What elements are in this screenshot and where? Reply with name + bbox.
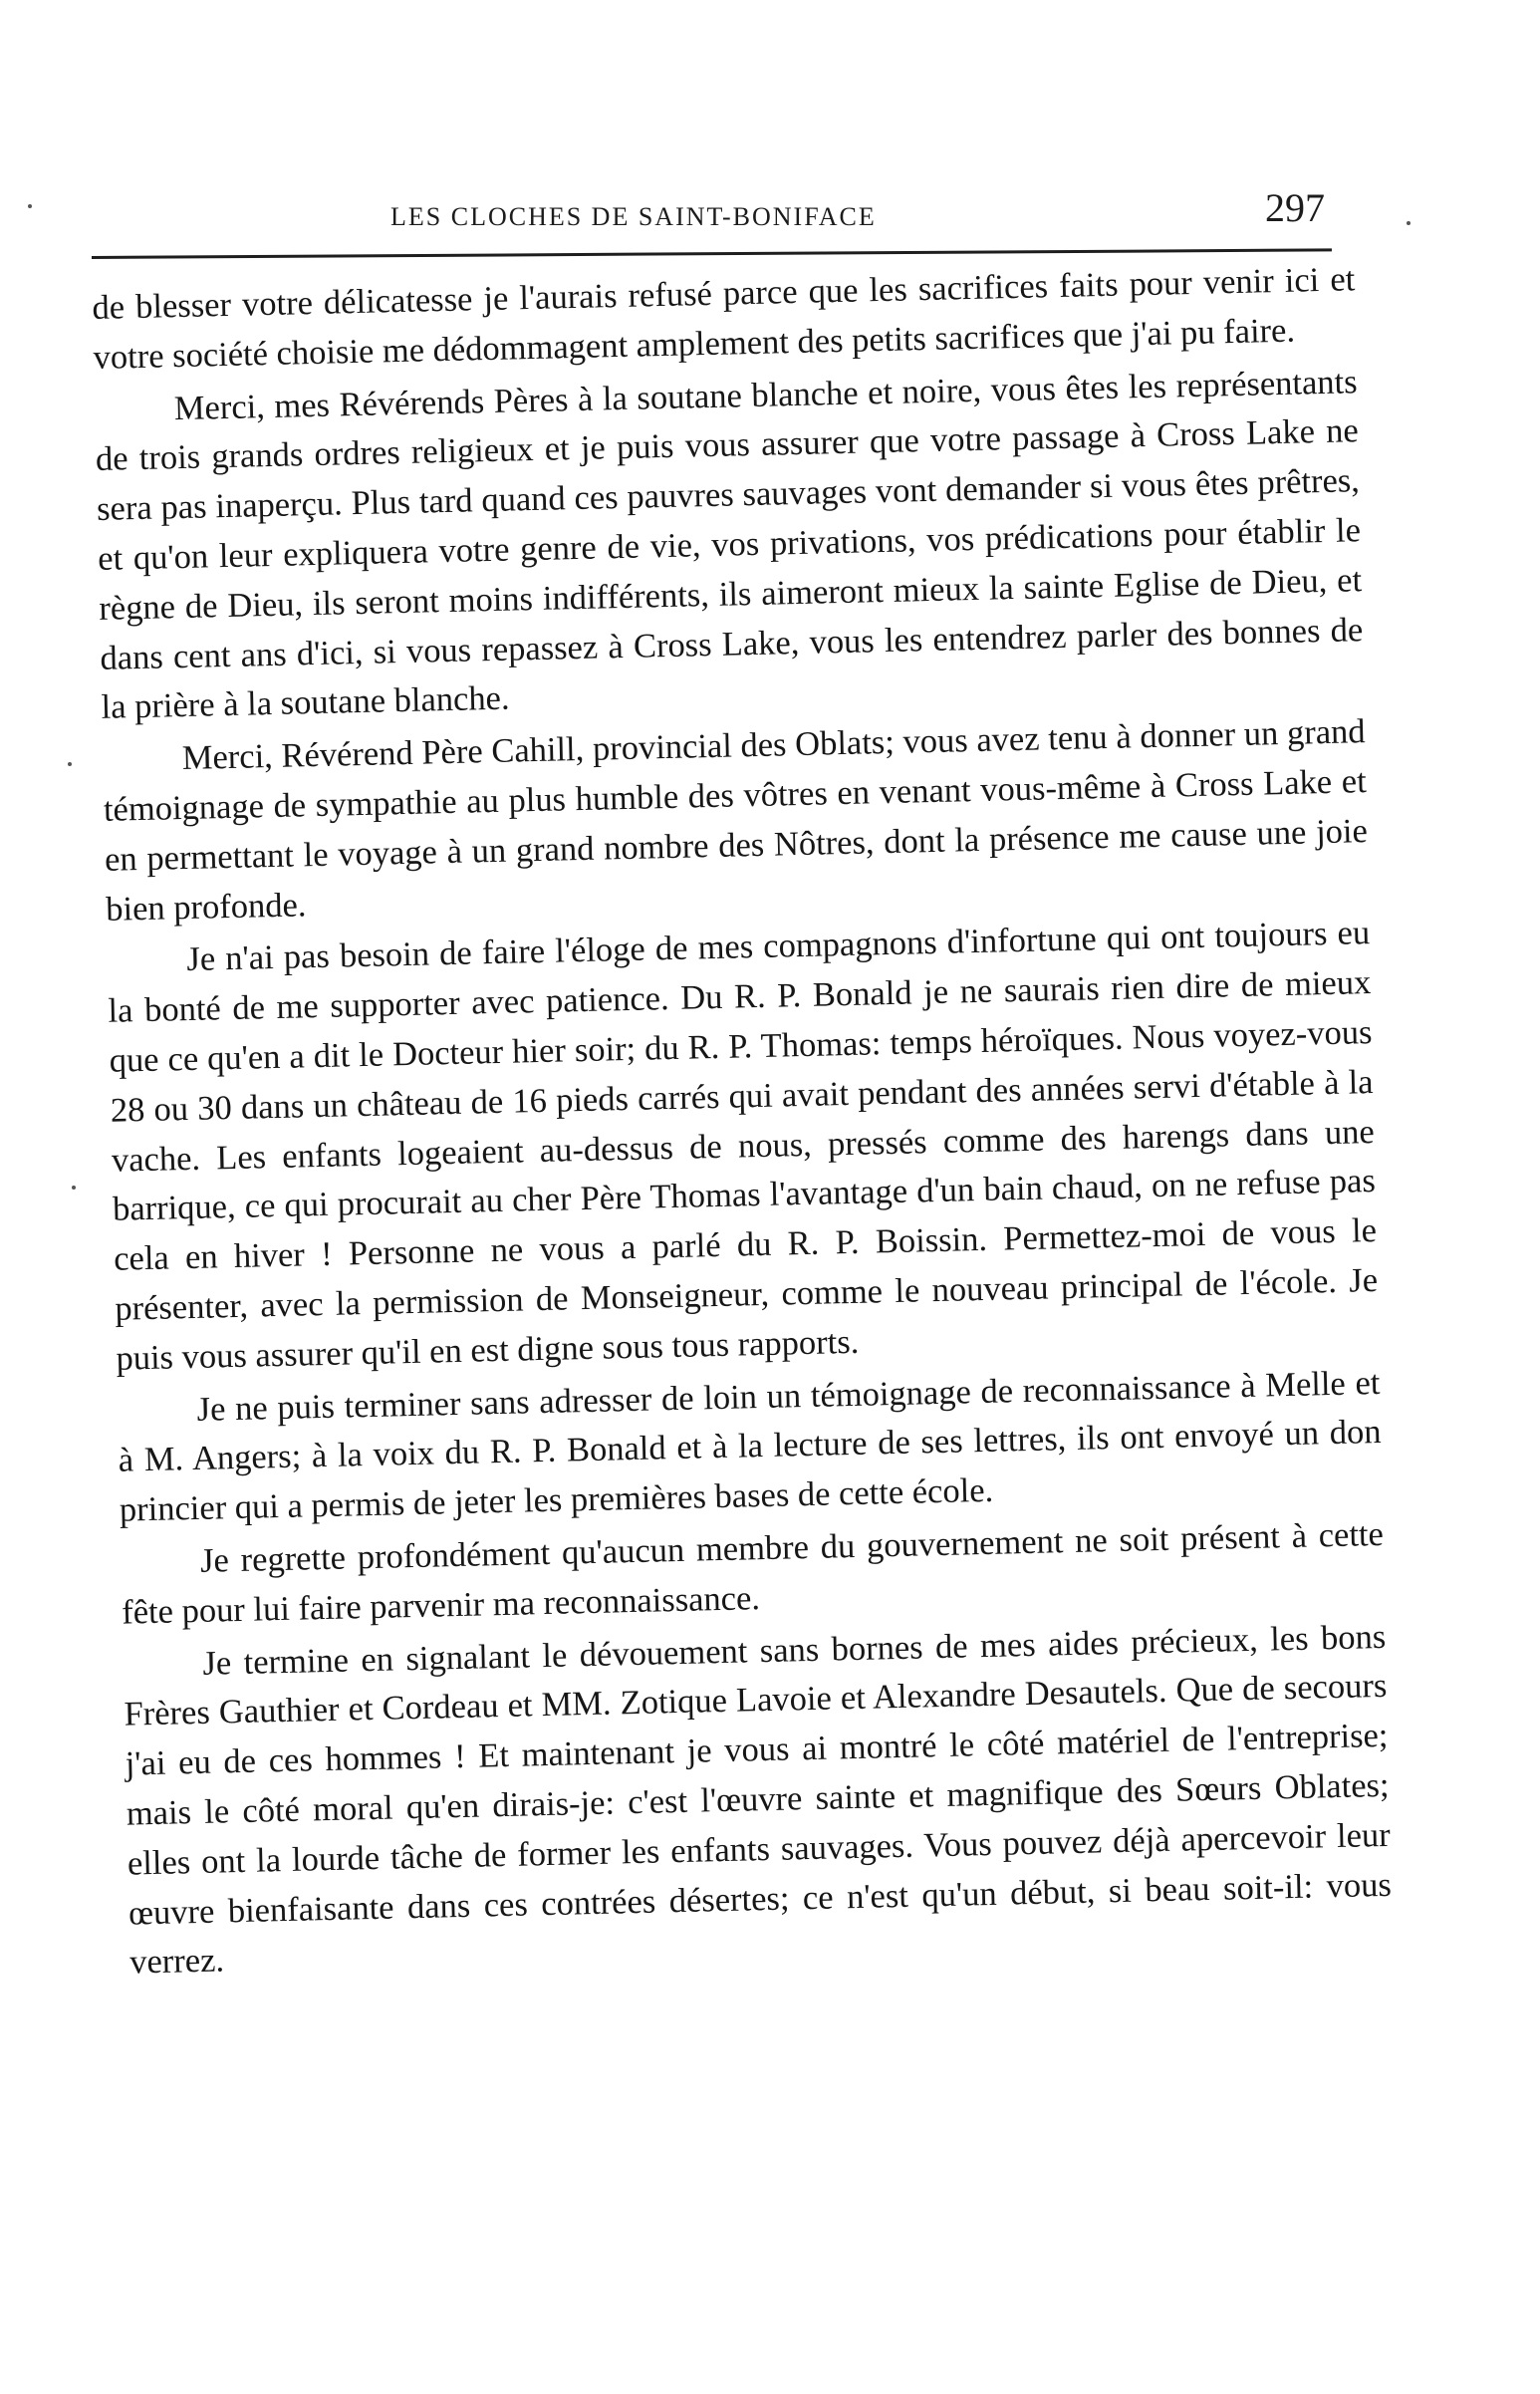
paragraph-aides: Je termine en signalant le dévouement sans bornes de mes aides précieux, les bons Frères Gauthier et Cordeau et MM. Zotique Lavoie et Alexandre Desautels. Que de secours j'ai eu de ces hommes ! Et maintenant je vous ai montré le côté matériel de l'entreprise; mais le côté moral qu'en dirais-je: c'est l'œuvre sainte et magnifique des Sœurs Oblates; elles ont la lourde tâche de former les enfants sauvages. Vous pouvez déjà apercevoir leur œuvre bienfaisante dans ces contrées désertes; ce n'est qu'un début, si beau soit-il: vous verrez.: [124, 1617, 1393, 1982]
scan-speck: [68, 762, 72, 766]
paragraph-angers: Je ne puis terminer sans adresser de loin un témoignage de reconnaissance à Melle et à M. Angers; à la voix du R. P. Bonald et à la lecture de ses lettres, ils ont envoyé un don princier qui a permis de jeter les premières bases de cette école.: [118, 1363, 1382, 1529]
page-header: [92, 184, 1337, 264]
page-number: 297: [1265, 185, 1325, 230]
paragraph-merci-peres: Merci, mes Révérends Pères à la soutane blanche et noire, vous êtes les représentants de trois grands ordres religieux et je puis vous assurer que votre passage à Cross Lake ne sera pas inaperçu. Plus tard quand ces pauvres sauvages vont demander si vous êtes prêtres, et qu'on leur expliquera votre genre de vie, vos privations, vos prédications pour établir le règne de Dieu, ils seront moins indifférents, ils aimeront mieux la sainte Eglise de Dieu, et dans cent ans d'ici, si vous repassez à Cross Lake, vous les entendrez parler des bonnes de la prière à la soutane blanche.: [95, 362, 1364, 727]
scan-speck: [1407, 221, 1411, 225]
body-text: [92, 255, 1393, 1988]
paragraph-compagnons: Je n'ai pas besoin de faire l'éloge de mes compagnons d'infortune qui ont toujours eu la bonté de me supporter avec patience. Du R. P. Bonald je ne saurais rien dire de mieux que ce qu'en a dit le Docteur hier soir; du R. P. Thomas: temps héroïques. Nous voyez-vous 28 ou 30 dans un château de 16 pieds carrés qui avait pendant des années servi d'étable à la vache. Les enfants logeaient au-dessus de nous, pressés comme des harengs dans une barrique, ce qui procurait au cher Père Thomas l'avantage d'un bain chaud, on ne refuse pas cela en hiver ! Personne ne vous a parlé du R. P. Boissin. Permettez-moi de vous le présenter, avec la permission de Monseigneur, comme le nouveau principal de l'école. Je puis vous assurer qu'il en est digne sous tous rapports.: [108, 914, 1379, 1378]
paragraph-gouvernement: Je regrette profondément qu'aucun membre du gouvernement ne soit présent à cette fête pour lui faire parvenir ma reconnaissance.: [121, 1514, 1385, 1632]
scan-speck: [72, 1186, 76, 1190]
paragraph-merci-cahill: Merci, Révérend Père Cahill, provincial des Oblats; vous avez tenu à donner un grand témoignage de sympathie au plus humble des vôtres en venant vous-même à Cross Lake et en permettant le voyage à un grand nombre des Nôtres, dont la présence me cause une joie bien profonde.: [103, 712, 1369, 929]
scan-speck: [28, 204, 32, 208]
running-title: LES CLOCHES DE SAINT-BONIFACE: [390, 202, 877, 231]
header-rule: [92, 248, 1332, 259]
paragraph-continuation: de blesser votre délicatesse je l'aurais refusé parce que les sacrifices faits pour venir ici et votre société choisie me dédommagent amplement des petits sacrifices que j'ai pu faire.: [92, 260, 1356, 377]
